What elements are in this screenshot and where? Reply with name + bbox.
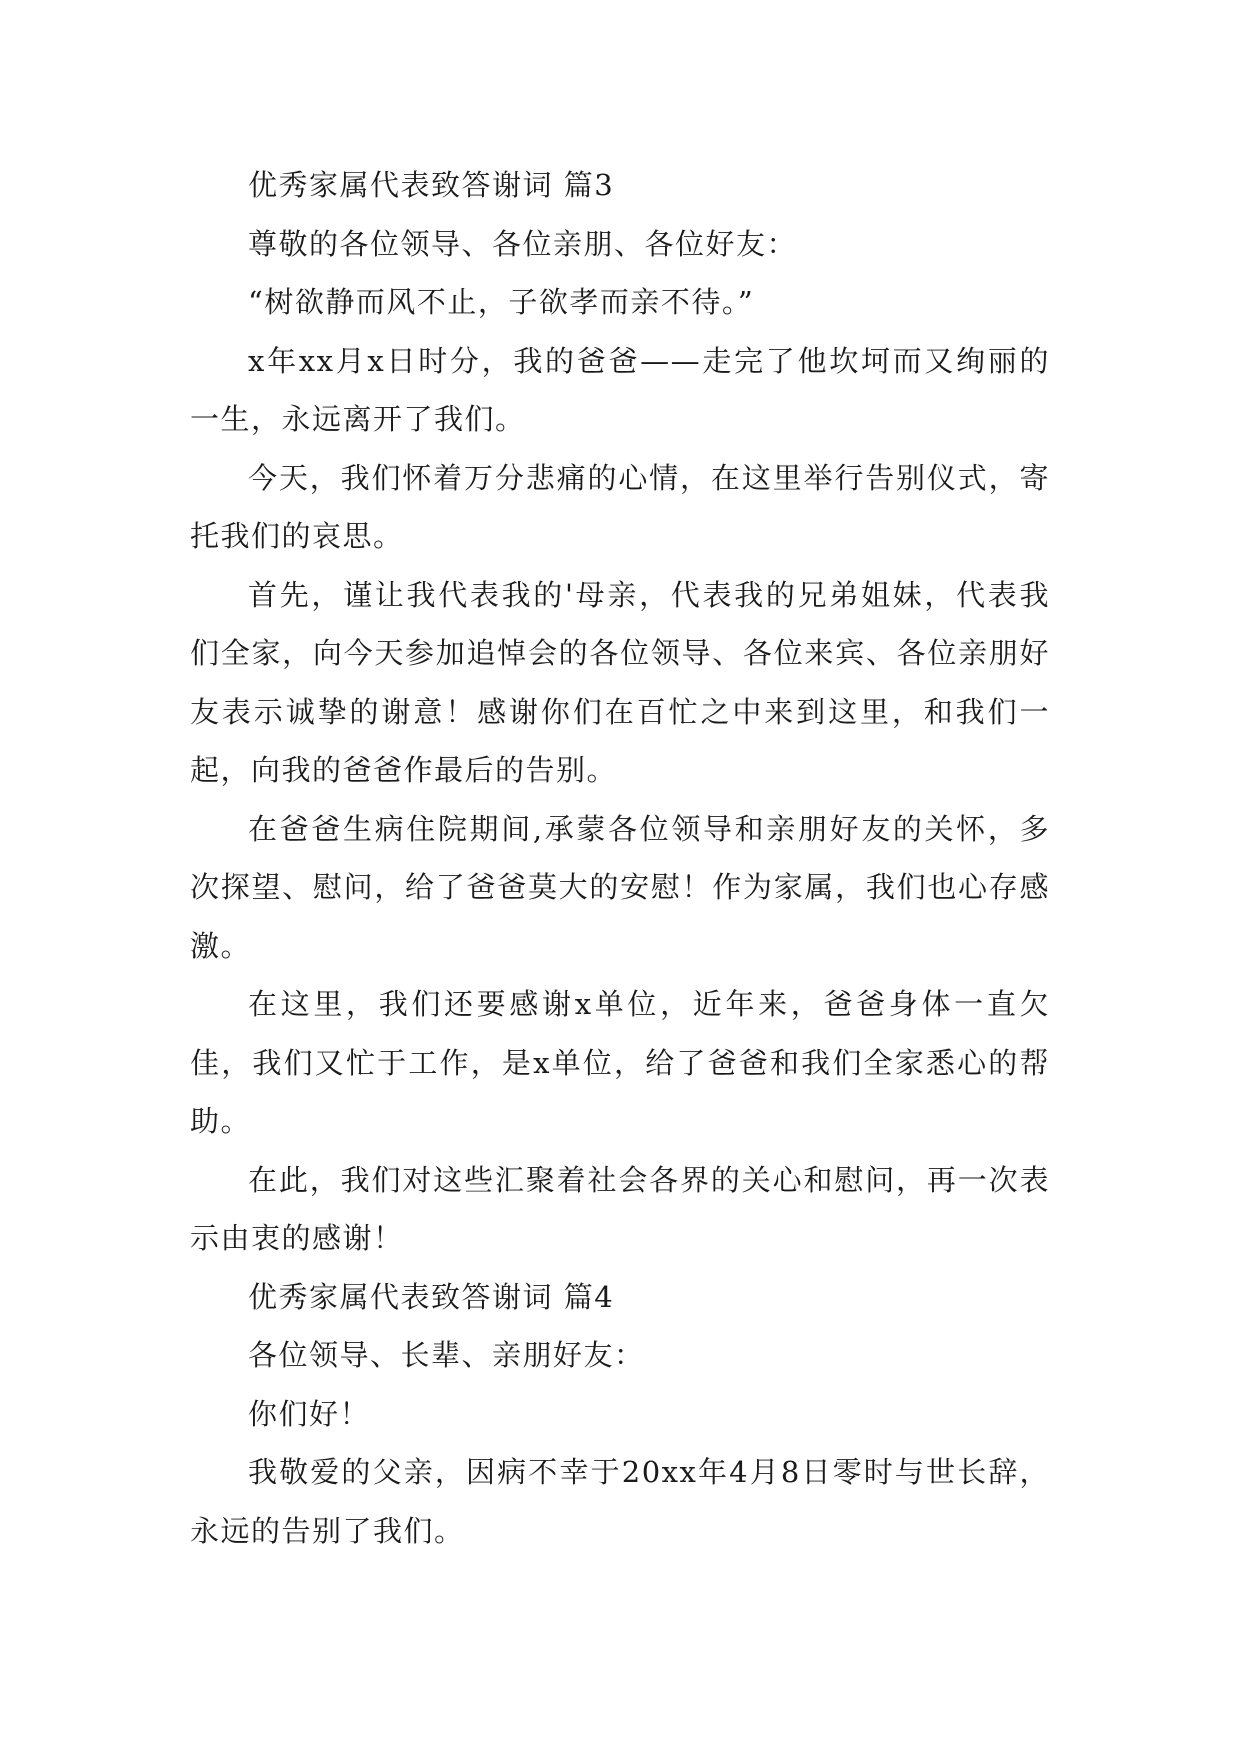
- body-paragraph: 在这里，我们还要感谢x单位，近年来，爸爸身体一直欠佳，我们又忙于工作，是x单位，给了爸爸和我们全家悉心的帮助。: [190, 987, 1050, 1138]
- body-paragraph: 在此，我们对这些汇聚着社会各界的关心和慰问，再一次表示由衷的感谢！: [190, 1162, 1050, 1255]
- body-paragraph: 首先，谨让我代表我的'母亲，代表我的兄弟姐妹，代表我们全家，向今天参加追悼会的各位领导、各位来宾、各位亲朋好友表示诚挚的谢意！感谢你们在百忙之中来到这里，和我们一起，向我的爸爸作最后的告别。: [190, 577, 1050, 787]
- salutation: 各位领导、长辈、亲朋好友：: [248, 1338, 645, 1372]
- body-paragraph: 我敬爱的父亲，因病不幸于20xx年4月8日零时与世长辞，永远的告别了我们。: [190, 1455, 1050, 1548]
- section-heading-4: 优秀家属代表致答谢词 篇4: [248, 1279, 615, 1314]
- section-heading-3: 优秀家属代表致答谢词 篇3: [248, 168, 615, 202]
- document-body: [190, 156, 1050, 1560]
- body-paragraph: x年xx月x日时分，我的爸爸——走完了他坎坷而又绚丽的一生，永远离开了我们。: [190, 343, 1050, 436]
- quote-paragraph: “树欲静而风不止，子欲孝而亲不待。”: [248, 285, 755, 319]
- body-paragraph: 今天，我们怀着万分悲痛的心情，在这里举行告别仪式，寄托我们的哀思。: [190, 460, 1050, 553]
- body-paragraph: 在爸爸生病住院期间,承蒙各位领导和亲朋好友的关怀，多次探望、慰问，给了爸爸莫大的安慰！作为家属，我们也心存感激。: [190, 811, 1050, 963]
- salutation: 尊敬的各位领导、各位亲朋、各位好友：: [248, 226, 798, 261]
- greeting: 你们好！: [248, 1396, 371, 1431]
